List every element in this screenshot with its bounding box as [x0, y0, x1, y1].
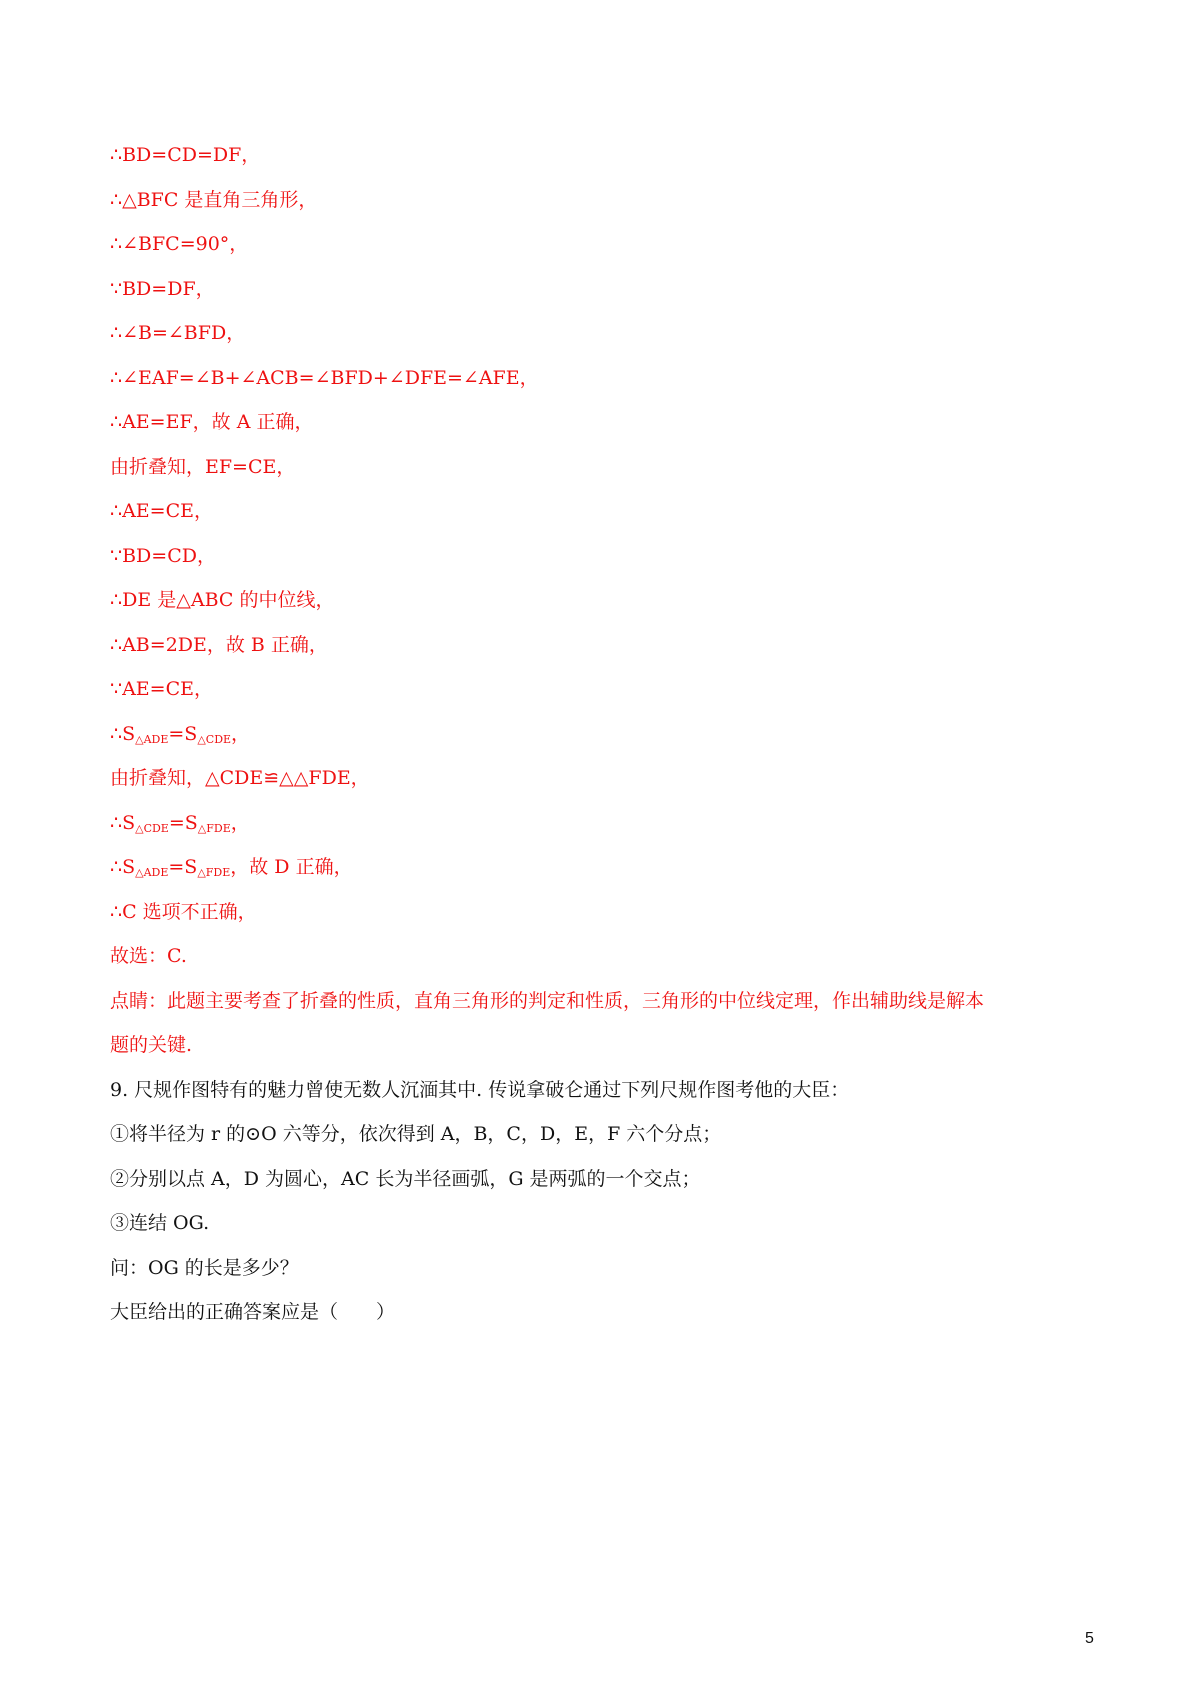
solution-line-1: ∴BD=CD=DF， [110, 144, 261, 166]
question-ask: 问：OG 的长是多少？ [110, 1257, 299, 1279]
solution-line-3: ∴∠BFC=90°， [110, 233, 249, 255]
solution-line-13: ∵AE=CE， [110, 678, 214, 700]
question-step-3: ③连结 OG. [110, 1212, 210, 1234]
area-equality-line-1: $\therefore S_{\triangle ADE}=S_{\triangle CDE}$， [110, 723, 251, 746]
solution-line-12: ∴AB=2DE，故 B 正确， [110, 634, 328, 656]
solution-line-8: 由折叠知，EF=CE， [110, 456, 296, 478]
question-answer-prompt: 大臣给出的正确答案应是（ ） [110, 1301, 396, 1323]
question-stem: 9. 尺规作图特有的魅力曾使无数人沉湎其中. 传说拿破仑通过下列尺规作图考他的大臣： [110, 1079, 850, 1101]
solution-line-9: ∴AE=CE， [110, 500, 214, 522]
solution-line-10: ∵BD=CD， [110, 545, 216, 567]
question-step-2: ②分别以点 A，D 为圆心，AC 长为半径画弧，G 是两弧的一个交点； [110, 1168, 701, 1190]
page-number: 5 [1085, 1630, 1094, 1647]
comment-line-1: 点睛：此题主要考查了折叠的性质，直角三角形的判定和性质，三角形的中位线定理，作出辅助线是解本 [110, 990, 985, 1012]
solution-line-4: ∵BD=DF， [110, 278, 215, 300]
option-c-wrong-line: ∴C 选项不正确， [110, 901, 257, 923]
solution-line-11: ∴DE 是△ABC 的中位线， [110, 589, 335, 611]
question-step-1: ①将半径为 r 的⊙O 六等分，依次得到 A，B，C，D，E，F 六个分点； [110, 1123, 722, 1145]
answer-choice-line: 故选：C. [110, 945, 187, 967]
solution-line-6: ∴∠EAF=∠B+∠ACB=∠BFD+∠DFE=∠AFE， [110, 367, 539, 389]
area-equality-line-3: $\therefore S_{\triangle ADE}=S_{\triangle FDE}$，故 D 正确， [110, 856, 353, 879]
solution-line-2: ∴△BFC 是直角三角形， [110, 189, 318, 211]
area-equality-line-2: $\therefore S_{\triangle CDE}=S_{\triangle FDE}$， [110, 812, 250, 835]
solution-line-5: ∴∠B=∠BFD， [110, 322, 246, 344]
fold-congruence-line: 由折叠知，△CDE≌△△FDE， [110, 767, 370, 789]
solution-line-7: ∴AE=EF，故 A 正确， [110, 411, 314, 433]
comment-line-2: 题的关键. [110, 1034, 193, 1056]
